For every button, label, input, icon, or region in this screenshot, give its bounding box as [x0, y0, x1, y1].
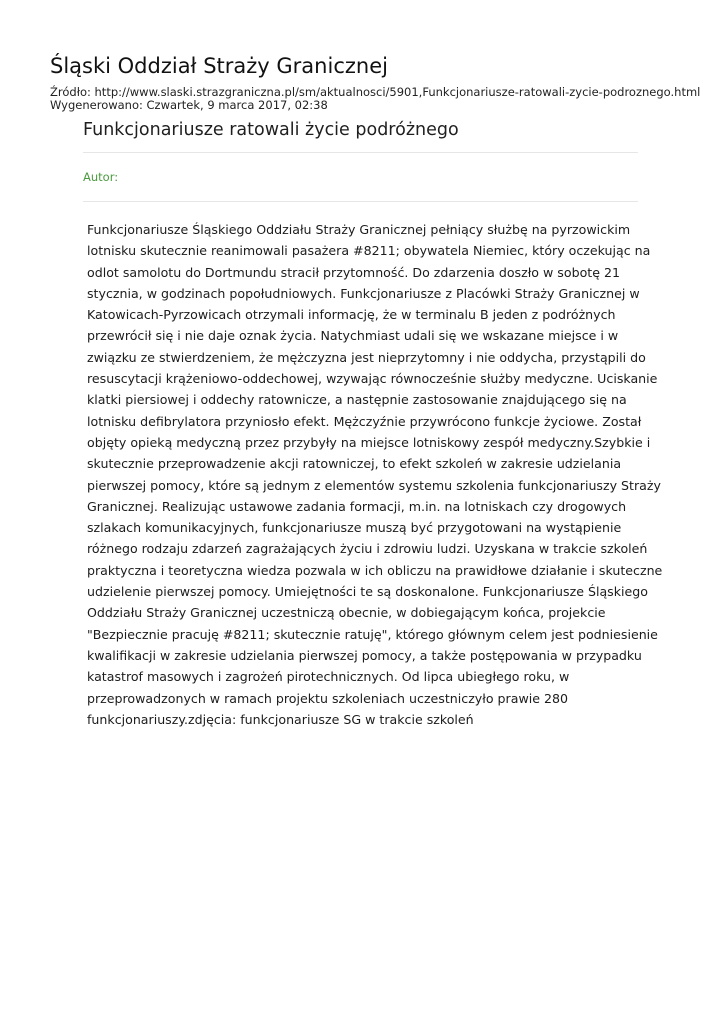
body-line: resuscytacji krążeniowo-oddechowej, wzywając równocześnie służby medyczne. Uciskanie	[87, 371, 658, 387]
body-line: różnego rodzaju zdarzeń zagrażających życiu i zdrowiu ludzi. Uzyskana w trakcie szkoleń	[87, 541, 648, 557]
body-line: odlot samolotu do Dortmundu stracił przytomność. Do zdarzenia doszło w sobotę 21	[87, 264, 620, 280]
body-line: szlakach komunikacyjnych, funkcjonariusze muszą być przygotowani na wystąpienie	[87, 520, 622, 536]
body-line: Katowicach-Pyrzowicach otrzymali informację, że w terminalu B jeden z podróżnych	[87, 307, 616, 323]
body-line: lotnisku skutecznie reanimowali pasażera #8211; obywatela Niemiec, który oczekując na	[87, 243, 651, 259]
body-line: pierwszej pomocy, które są jednym z elementów systemu szkolenia funkcjonariuszy Straży	[87, 477, 661, 493]
title-divider	[83, 152, 638, 153]
body-line: udzielenie pierwszej pomocy. Umiejętności te są doskonalone. Funkcjonariusze Śląskiego	[87, 584, 648, 600]
article-title: Funkcjonariusze ratowali życie podróżnego	[83, 120, 459, 140]
body-line: związku ze stwierdzeniem, że mężczyzna jest nieprzytomny i nie oddycha, przystąpili do	[87, 349, 646, 365]
author-label: Autor:	[83, 170, 119, 184]
print-meta	[50, 86, 700, 112]
body-line: objęty opieką medyczną przez przybyły na miejsce lotniskowy zespół medyczny.Szybkie i	[87, 434, 651, 450]
body-line: klatki piersiowej i oddechy ratownicze, a następnie zastosowanie znajdującego się na	[87, 392, 627, 408]
body-line: funkcjonariuszy.zdjęcia: funkcjonariusze SG w trakcie szkoleń	[87, 711, 474, 727]
body-line: katastrof masowych i zagrożeń pirotechnicznych. Od lipca ubiegłego roku, w	[87, 669, 570, 685]
body-line: przewrócił się i nie daje oznak życia. Natychmiast udali się we wskazane miejsce i w	[87, 328, 619, 344]
body-line: Granicznej. Realizując ustawowe zadania formacji, m.in. na lotniskach czy drogowych	[87, 498, 627, 514]
site-title: Śląski Oddział Straży Granicznej	[50, 54, 388, 78]
body-line: "Bezpiecznie pracuję #8211; skutecznie ratuję", którego głównym celem jest podniesienie	[87, 626, 658, 642]
article-body	[87, 219, 663, 730]
body-line: Funkcjonariusze Śląskiego Oddziału Straży Granicznej pełniący służbę na pyrzowickim	[87, 222, 631, 237]
body-line: przeprowadzonych w ramach projektu szkoleniach uczestniczyło prawie 280	[87, 690, 569, 706]
source-url: Źródło: http://www.slaski.strazgraniczna.pl/sm/aktualnosci/5901,Funkcjonariusze-ratowali-zycie-podroznego.html	[50, 85, 701, 99]
author-divider	[83, 201, 638, 202]
body-line: Oddziału Straży Granicznej uczestniczą obecnie, w dobiegającym końca, projekcie	[87, 605, 606, 621]
body-line: skutecznie przeprowadzenie akcji ratowniczej, to efekt szkoleń w zakresie udzielania	[87, 456, 622, 472]
article-body-text	[87, 219, 663, 730]
body-line: kwalifikacji w zakresie udzielania pierwszej pomocy, a także postępowania w przypadku	[87, 647, 642, 663]
body-line: stycznia, w godzinach popołudniowych. Funkcjonariusze z Placówki Straży Granicznej w	[87, 285, 640, 301]
generated-date: Wygenerowano: Czwartek, 9 marca 2017, 02:38	[50, 98, 328, 112]
body-line: lotnisku defibrylatora przyniosło efekt. Mężczyźnie przywrócono funkcje życiowe. Został	[87, 413, 642, 429]
body-line: praktyczna i teoretyczna wiedza pozwala w ich obliczu na prawidłowe działanie i skuteczne	[87, 562, 663, 578]
